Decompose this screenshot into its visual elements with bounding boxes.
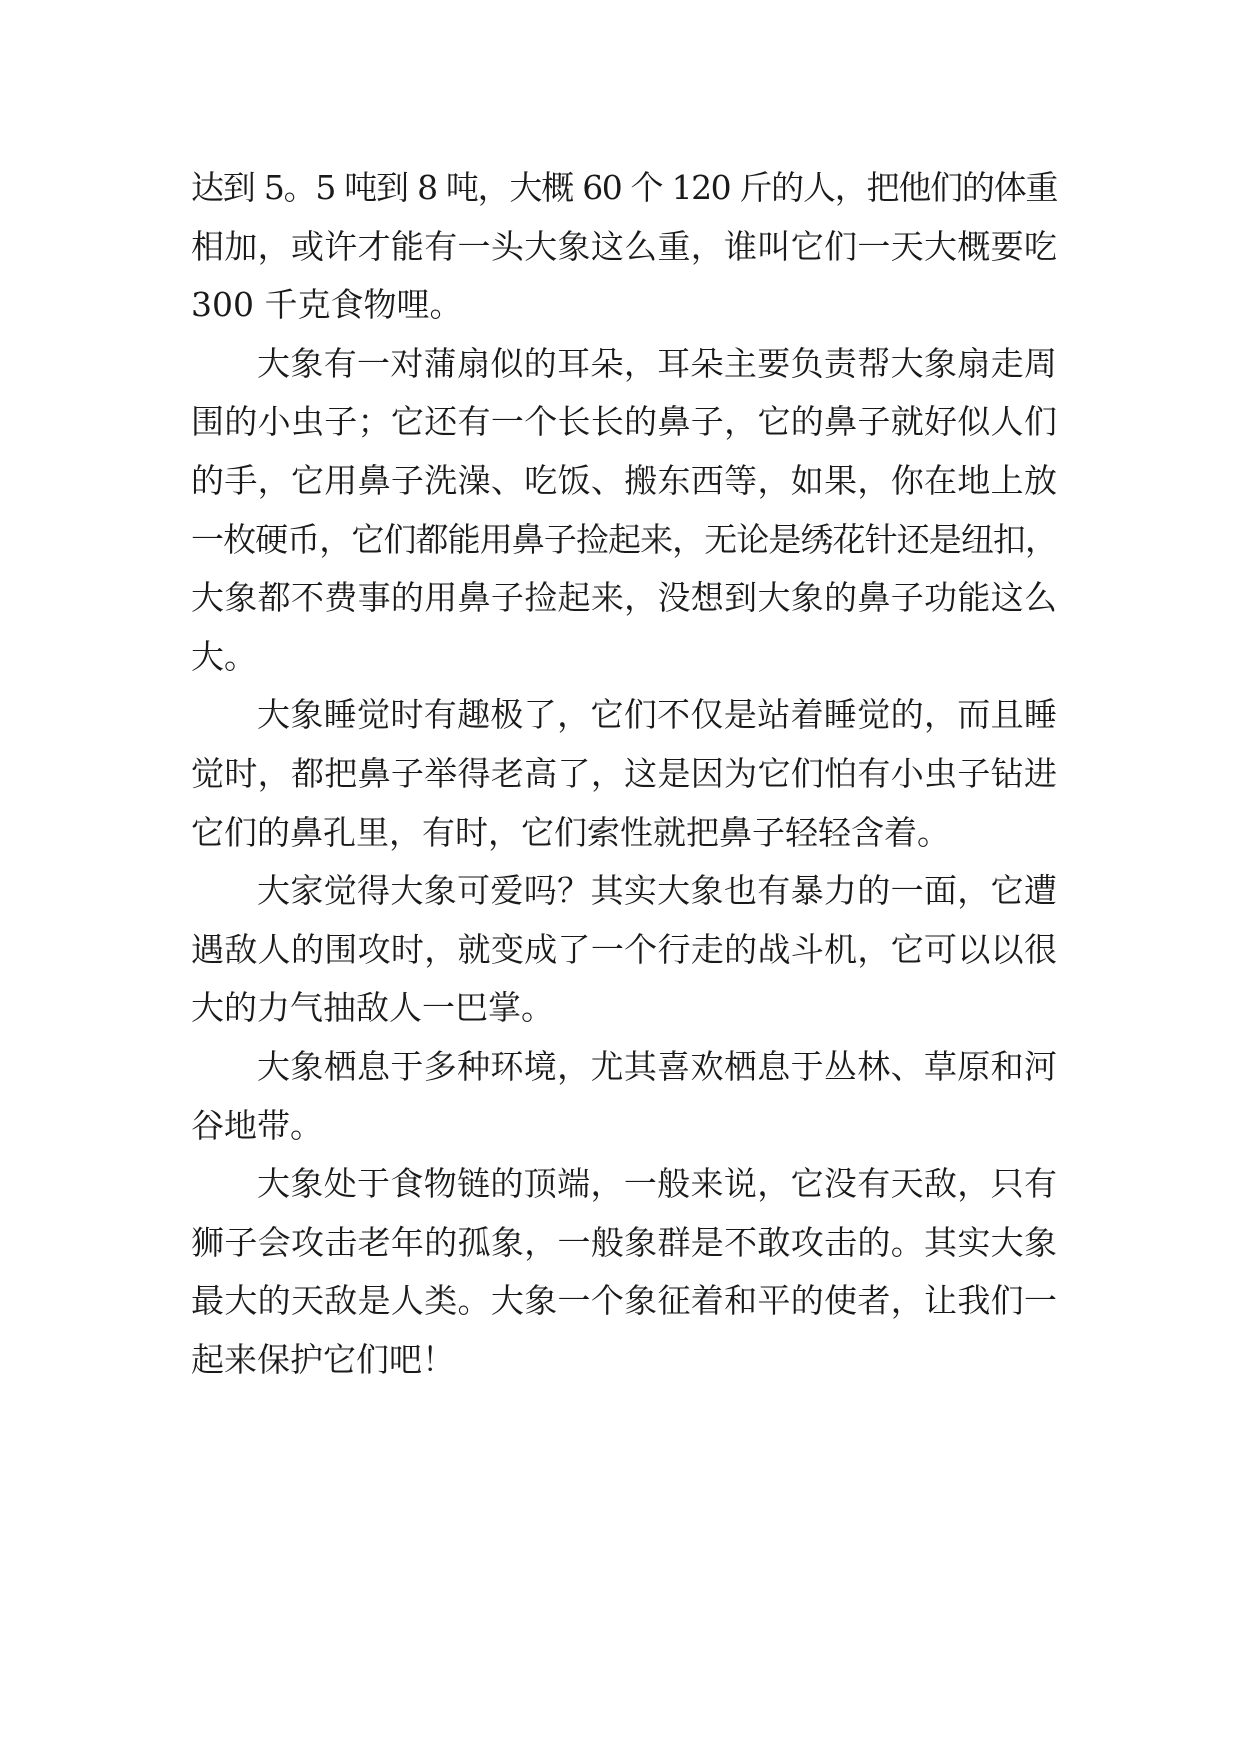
text-line: 觉时，都把鼻子举得老高了，这是因为它们怕有小虫子钻进: [191, 753, 1057, 793]
text-line: 它们的鼻孔里，有时，它们索性就把鼻子轻轻含着。: [191, 812, 950, 852]
text-line: 300 千克食物哩。: [191, 285, 463, 325]
text-line: 大象处于食物链的顶端，一般来说，它没有天敌，只有: [257, 1164, 1057, 1204]
text-line: 起来保护它们吧！: [191, 1339, 455, 1379]
paragraph: [191, 335, 1057, 687]
text-line: 大的力气抽敌人一巴掌。: [191, 988, 554, 1028]
text-line: 狮子会攻击老年的孤象，一般象群是不敢攻击的。其实大象: [191, 1222, 1057, 1262]
text-line: 大象有一对蒲扇似的耳朵，耳朵主要负责帮大象扇走周: [257, 343, 1057, 383]
text-line: 大。: [191, 636, 257, 676]
text-line: 大家觉得大象可爱吗？其实大象也有暴力的一面，它遭: [257, 871, 1057, 911]
text-line: 谷地带。: [191, 1105, 323, 1145]
text-line: 围的小虫子；它还有一个长长的鼻子，它的鼻子就好似人们: [191, 402, 1057, 442]
text-line: 一枚硬币，它们都能用鼻子捡起来，无论是绣花针还是纽扣，: [191, 519, 1057, 559]
text-line: 达到 5。5 吨到 8 吨，大概 60 个 120 斤的人，把他们的体重: [191, 168, 1057, 207]
text-line: 遇敌人的围攻时，就变成了一个行走的战斗机，它可以以很: [191, 929, 1057, 969]
text-line: 大象栖息于多种环境，尤其喜欢栖息于丛林、草原和河: [257, 1046, 1057, 1086]
text-line: 大象睡觉时有趣极了，它们不仅是站着睡觉的，而且睡: [257, 695, 1057, 735]
text-line: 大象都不费事的用鼻子捡起来，没想到大象的鼻子功能这么: [191, 578, 1057, 618]
paragraph: [191, 1155, 1057, 1389]
paragraph: [191, 862, 1057, 1038]
paragraph: [191, 1038, 1057, 1155]
text-line: 最大的天敌是人类。大象一个象征着和平的使者，让我们一: [191, 1281, 1057, 1321]
text-line: 的手，它用鼻子洗澡、吃饭、搬东西等，如果，你在地上放: [191, 460, 1057, 500]
paragraph: [191, 159, 1057, 335]
paragraph: [191, 686, 1057, 862]
text-line: 相加，或许才能有一头大象这么重，谁叫它们一天大概要吃: [191, 226, 1057, 266]
document-body: [191, 159, 1057, 1389]
